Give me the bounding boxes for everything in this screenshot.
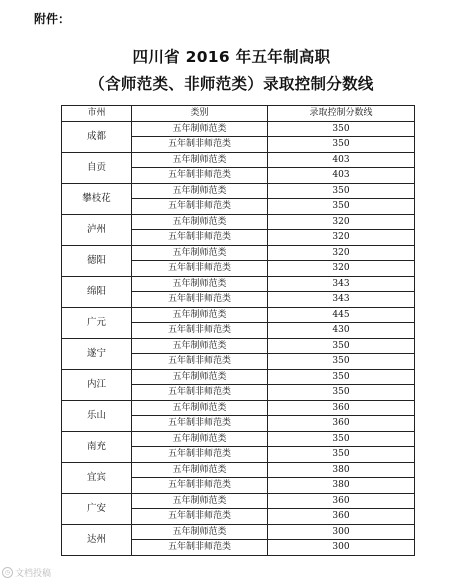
category-cell: 五年制师范类: [132, 369, 268, 385]
city-cell: 成都: [62, 121, 132, 152]
score-cell: 350: [268, 338, 415, 354]
city-cell: 泸州: [62, 214, 132, 245]
watermark-text: 文档投稿: [15, 569, 52, 579]
score-cell: 350: [268, 199, 415, 215]
table-row: [62, 369, 415, 385]
city-cell: 内江: [62, 369, 132, 400]
category-cell: 五年制师范类: [132, 462, 268, 478]
category-cell: 五年制非师范类: [132, 137, 268, 153]
score-cell: 320: [268, 245, 415, 261]
header-city: 市州: [62, 106, 132, 122]
table-row: [62, 493, 415, 509]
city-cell: 自贡: [62, 152, 132, 183]
category-cell: 五年制非师范类: [132, 199, 268, 215]
category-cell: 五年制非师范类: [132, 323, 268, 339]
score-cell: 350: [268, 431, 415, 447]
score-cell: 360: [268, 400, 415, 416]
category-cell: 五年制非师范类: [132, 385, 268, 401]
score-cell: 350: [268, 447, 415, 463]
city-cell: 广元: [62, 307, 132, 338]
document-title-line-1: 四川省 2016 年五年制高职: [132, 48, 331, 66]
city-cell: 攀枝花: [62, 183, 132, 214]
score-cell: 445: [268, 307, 415, 323]
score-cell: 403: [268, 152, 415, 168]
score-cell: 360: [268, 416, 415, 432]
score-cell: 350: [268, 369, 415, 385]
table-row: [62, 183, 415, 199]
score-cell: 343: [268, 276, 415, 292]
category-cell: 五年制师范类: [132, 400, 268, 416]
table-row: [62, 431, 415, 447]
category-cell: 五年制师范类: [132, 183, 268, 199]
category-cell: 五年制非师范类: [132, 447, 268, 463]
category-cell: 五年制非师范类: [132, 230, 268, 246]
score-cell: 320: [268, 230, 415, 246]
category-cell: 五年制师范类: [132, 307, 268, 323]
score-cell: 350: [268, 183, 415, 199]
table-row: [62, 400, 415, 416]
category-cell: 五年制师范类: [132, 121, 268, 137]
category-cell: 五年制师范类: [132, 524, 268, 540]
score-cell: 380: [268, 462, 415, 478]
table-header-row: [62, 106, 415, 122]
table-row: [62, 462, 415, 478]
table-row: [62, 214, 415, 230]
watermark: [2, 566, 51, 579]
category-cell: 五年制非师范类: [132, 292, 268, 308]
score-cell: 380: [268, 478, 415, 494]
category-cell: 五年制师范类: [132, 152, 268, 168]
table-row: [62, 524, 415, 540]
document-title-line-2: （含师范类、非师范类）录取控制分数线: [89, 75, 374, 93]
category-cell: 五年制非师范类: [132, 261, 268, 277]
score-cell: 300: [268, 540, 415, 556]
watermark-logo-icon: ◷: [2, 567, 13, 578]
table-row: [62, 245, 415, 261]
score-cell: 360: [268, 509, 415, 525]
city-cell: 宜宾: [62, 462, 132, 493]
category-cell: 五年制非师范类: [132, 540, 268, 556]
score-cell: 350: [268, 137, 415, 153]
category-cell: 五年制非师范类: [132, 478, 268, 494]
score-cell: 320: [268, 214, 415, 230]
header-score: 录取控制分数线: [268, 106, 415, 122]
score-cell: 343: [268, 292, 415, 308]
category-cell: 五年制师范类: [132, 214, 268, 230]
category-cell: 五年制非师范类: [132, 168, 268, 184]
attachment-label: 附件：: [34, 12, 71, 26]
category-cell: 五年制非师范类: [132, 509, 268, 525]
score-cell: 403: [268, 168, 415, 184]
score-cell: 350: [268, 121, 415, 137]
city-cell: 德阳: [62, 245, 132, 276]
score-cell: 350: [268, 385, 415, 401]
category-cell: 五年制非师范类: [132, 354, 268, 370]
city-cell: 南充: [62, 431, 132, 462]
score-table: [61, 105, 415, 556]
city-cell: 广安: [62, 493, 132, 524]
city-cell: 达州: [62, 524, 132, 555]
category-cell: 五年制师范类: [132, 493, 268, 509]
city-cell: 遂宁: [62, 338, 132, 369]
score-cell: 350: [268, 354, 415, 370]
score-cell: 320: [268, 261, 415, 277]
table-row: [62, 307, 415, 323]
category-cell: 五年制师范类: [132, 276, 268, 292]
category-cell: 五年制师范类: [132, 338, 268, 354]
score-cell: 300: [268, 524, 415, 540]
city-cell: 乐山: [62, 400, 132, 431]
city-cell: 绵阳: [62, 276, 132, 307]
table-row: [62, 276, 415, 292]
header-category: 类别: [132, 106, 268, 122]
score-cell: 430: [268, 323, 415, 339]
category-cell: 五年制师范类: [132, 245, 268, 261]
category-cell: 五年制师范类: [132, 431, 268, 447]
category-cell: 五年制非师范类: [132, 416, 268, 432]
table-row: [62, 338, 415, 354]
table-row: [62, 152, 415, 168]
table-row: [62, 121, 415, 137]
score-cell: 360: [268, 493, 415, 509]
